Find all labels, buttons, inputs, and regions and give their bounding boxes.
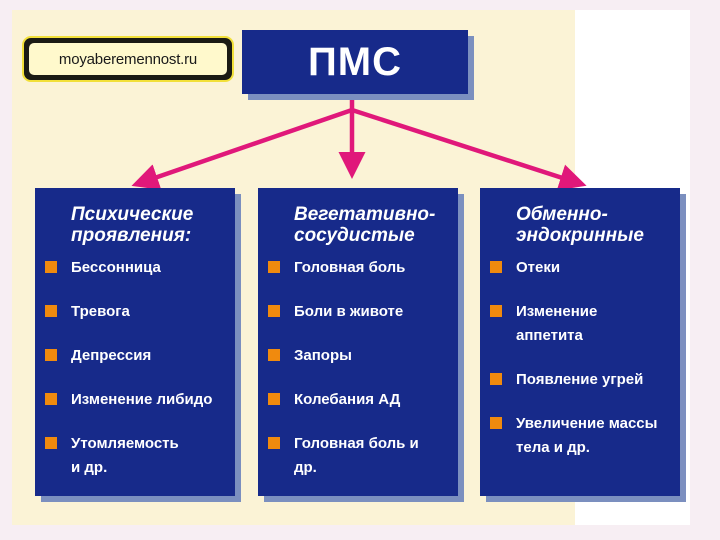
square-bullet-icon bbox=[268, 261, 280, 273]
list-item bbox=[258, 432, 458, 480]
square-bullet-icon bbox=[490, 417, 502, 429]
column-mental bbox=[35, 188, 235, 496]
item-list bbox=[480, 256, 680, 460]
list-item bbox=[258, 256, 458, 280]
list-item bbox=[480, 412, 680, 460]
square-bullet-icon bbox=[490, 373, 502, 385]
list-item bbox=[35, 432, 235, 480]
list-item bbox=[258, 300, 458, 324]
column-title: Психические проявления: bbox=[71, 204, 194, 246]
item-list bbox=[35, 256, 235, 480]
column-title: Вегетативно- сосудистые bbox=[294, 204, 436, 246]
square-bullet-icon bbox=[490, 305, 502, 317]
list-item bbox=[480, 368, 680, 392]
square-bullet-icon bbox=[45, 349, 57, 361]
list-item bbox=[480, 256, 680, 280]
list-item bbox=[258, 344, 458, 368]
item-text: Изменение аппетита bbox=[516, 303, 598, 344]
item-text: Появление угрей bbox=[516, 371, 644, 388]
list-item bbox=[35, 256, 235, 280]
list-item bbox=[35, 344, 235, 368]
site-badge-label: moyaberemennost.ru bbox=[29, 43, 227, 75]
item-text: Боли в животе bbox=[294, 303, 404, 320]
arrow-to-col-1 bbox=[140, 110, 352, 183]
item-text: Отеки bbox=[516, 259, 561, 276]
column-title: Обменно- эндокринные bbox=[516, 204, 644, 246]
column-metabolic bbox=[480, 188, 680, 496]
list-item bbox=[480, 300, 680, 348]
item-text: Изменение либидо bbox=[71, 391, 213, 408]
item-text: Колебания АД bbox=[294, 391, 401, 408]
item-text: Депрессия bbox=[71, 347, 152, 364]
item-text: Увеличение массы тела и др. bbox=[516, 415, 658, 456]
square-bullet-icon bbox=[268, 349, 280, 361]
square-bullet-icon bbox=[45, 437, 57, 449]
column-vegetative bbox=[258, 188, 458, 496]
item-text: Запоры bbox=[294, 347, 352, 364]
square-bullet-icon bbox=[268, 437, 280, 449]
arrow-to-col-3 bbox=[352, 110, 578, 183]
item-text: Головная боль bbox=[294, 259, 406, 276]
square-bullet-icon bbox=[490, 261, 502, 273]
list-item bbox=[35, 300, 235, 324]
item-text: Бессонница bbox=[71, 259, 161, 276]
item-list bbox=[258, 256, 458, 480]
item-text: Тревога bbox=[71, 303, 130, 320]
list-item bbox=[258, 388, 458, 412]
square-bullet-icon bbox=[45, 305, 57, 317]
square-bullet-icon bbox=[45, 261, 57, 273]
title-box bbox=[242, 30, 468, 94]
square-bullet-icon bbox=[268, 305, 280, 317]
title-text: ПМС bbox=[308, 39, 402, 84]
square-bullet-icon bbox=[268, 393, 280, 405]
list-item bbox=[35, 388, 235, 412]
square-bullet-icon bbox=[45, 393, 57, 405]
item-text: Утомляемость и др. bbox=[71, 435, 179, 476]
item-text: Головная боль и др. bbox=[294, 435, 419, 476]
